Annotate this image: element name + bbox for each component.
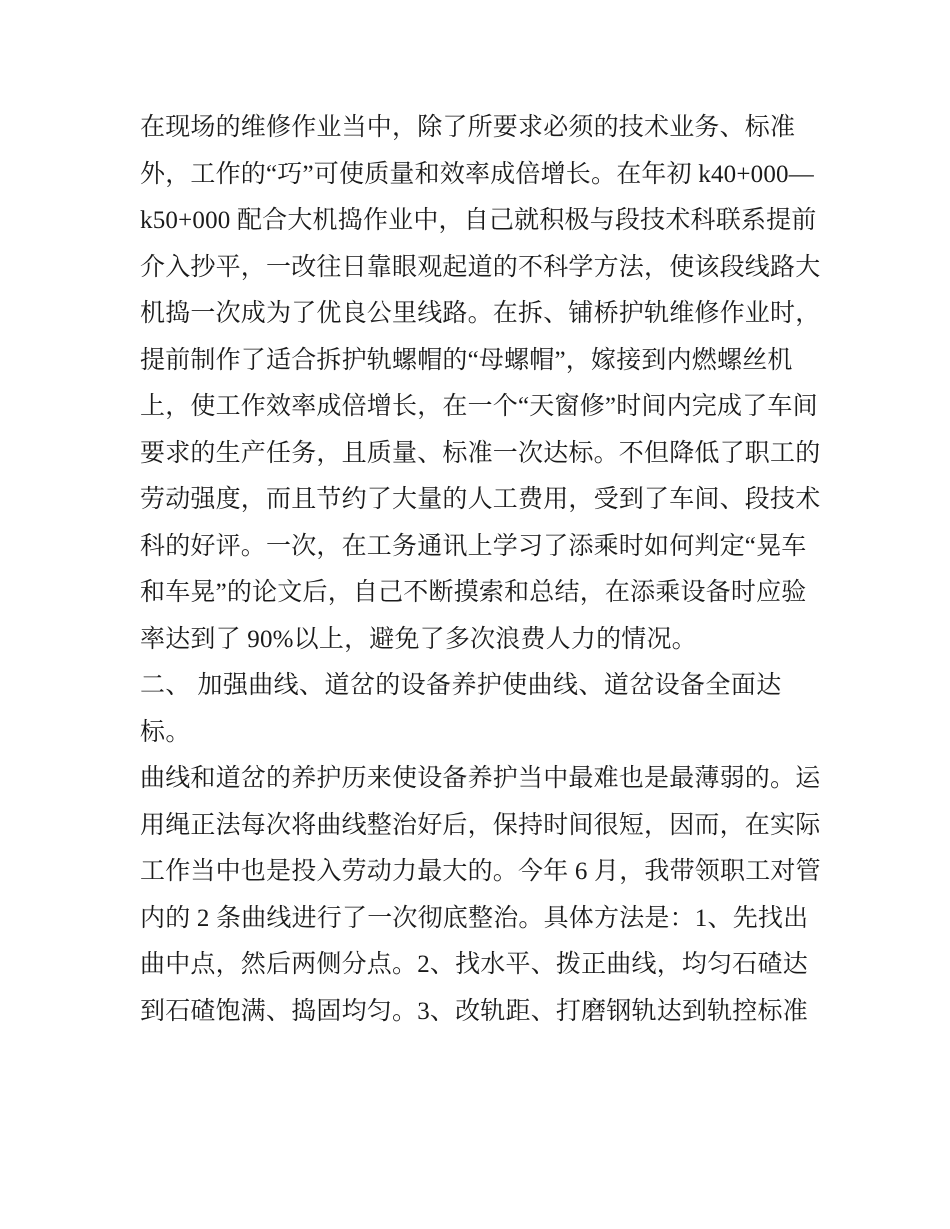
text-line-9: 劳动强度，而且节约了大量的人工费用，受到了车间、段技术: [140, 486, 821, 513]
text-line-8: 要求的生产任务，且质量、标准一次达标。不但降低了职工的: [140, 439, 821, 467]
text-line-3: k50+000 配合大机捣作业中，自己就积极与段技术科联系提前: [140, 207, 817, 234]
text-line-12: 率达到了 90%以上，避免了多次浪费人力的情况。: [140, 625, 697, 653]
text-line-19: 曲中点，然后两侧分点。2、找水平、拨正曲线，均匀石碴达: [140, 951, 808, 978]
text-line-10: 科的好评。一次，在工务通讯上学习了添乘时如何判定“晃车: [140, 532, 807, 560]
text-line-4: 介入抄平，一改往日靠眼观起道的不科学方法，使该段线路大: [140, 253, 821, 281]
body-text: [140, 105, 830, 1035]
text-line-7: 上，使工作效率成倍增长，在一个“天窗修”时间内完成了车间: [140, 393, 818, 420]
text-line-1: 在现场的维修作业当中，除了所要求必须的技术业务、标准: [140, 114, 796, 141]
text-line-17: 工作当中也是投入劳动力最大的。今年 6 月，我带领职工对管: [140, 858, 821, 885]
section-heading: 二、 加强曲线、道岔的设备养护使曲线、道岔设备全面达: [140, 672, 782, 699]
text-line-6: 提前制作了适合拆护轨螺帽的“母螺帽”，嫁接到内燃螺丝机: [140, 346, 793, 374]
text-line-20: 到石碴饱满、捣固均匀。3、改轨距、打磨钢轨达到轨控标准: [140, 997, 808, 1025]
text-line-16: 用绳正法每次将曲线整治好后，保持时间很短，因而，在实际: [140, 811, 821, 839]
text-line-18: 内的 2 条曲线进行了一次彻底整治。具体方法是：1、先找出: [140, 904, 809, 932]
text-line-11: 和车晃”的论文后，自己不断摸索和总结，在添乘设备时应验: [140, 579, 807, 606]
text-line-15: 曲线和道岔的养护历来使设备养护当中最难也是最薄弱的。运: [140, 765, 821, 792]
section-heading-continued: 标。: [140, 718, 191, 746]
text-line-5: 机捣一次成为了优良公里线路。在拆、铺桥护轨维修作业时，: [140, 300, 821, 327]
text-line-2: 外，工作的“巧”可使质量和效率成倍增长。在年初 k40+000—: [140, 160, 814, 188]
